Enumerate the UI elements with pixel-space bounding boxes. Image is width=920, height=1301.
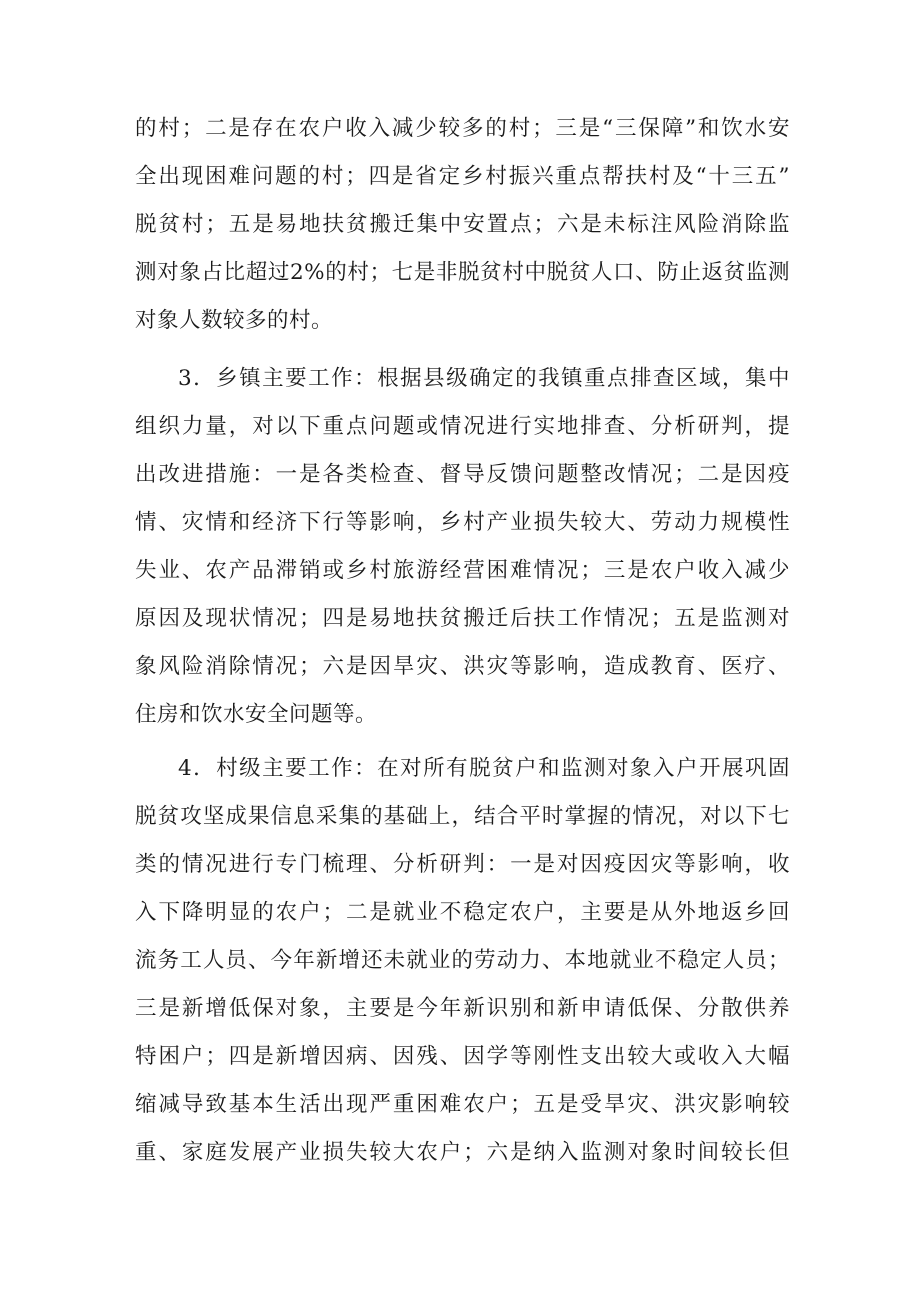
paragraph-line: 类的情况进行专门梳理、分析研判：一是对因疫因灾等影响，收 [135,852,790,877]
paragraph-line: 的村；二是存在农户收入减少较多的村；三是“三保障”和饮水安 [135,116,790,141]
paragraph-3 [135,745,790,1177]
paragraph-line: 失业、农产品滞销或乡村旅游经营困难情况；三是农户收入减少 [135,558,790,583]
paragraph-line: 流务工人员、今年新增还未就业的劳动力、本地就业不稳定人员； [135,948,790,973]
paragraph-line: 特困户；四是新增因病、因残、因学等刚性支出较大或收入大幅 [135,1044,790,1069]
paragraph-line: 脱贫村；五是易地扶贫搬迁集中安置点；六是未标注风险消除监 [135,212,790,237]
paragraph-line: 缩减导致基本生活出现严重困难农户；五是受旱灾、洪灾影响较 [135,1092,790,1117]
paragraph-line: 脱贫攻坚成果信息采集的基础上，结合平时掌握的情况，对以下七 [135,804,790,829]
paragraph-line: 出改进措施：一是各类检查、督导反馈问题整改情况；二是因疫 [135,462,790,487]
paragraph-line: 象风险消除情况；六是因旱灾、洪灾等影响，造成教育、医疗、 [135,654,790,679]
paragraph-line: 全出现困难问题的村；四是省定乡村振兴重点帮扶村及“十三五” [135,164,790,189]
paragraph-line: 测对象占比超过2%的村；七是非脱贫村中脱贫人口、防止返贫监测 [135,260,790,285]
paragraph-line: 原因及现状情况；四是易地扶贫搬迁后扶工作情况；五是监测对 [135,606,790,631]
paragraph-line: 重、家庭发展产业损失较大农户；六是纳入监测对象时间较长但 [135,1140,790,1165]
paragraph-2 [135,355,790,739]
paragraph-line: 住房和饮水安全问题等。 [135,702,378,727]
paragraph-line: 4．村级主要工作：在对所有脱贫户和监测对象入户开展巩固 [178,756,790,781]
paragraph-line: 入下降明显的农户；二是就业不稳定农户，主要是从外地返乡回 [135,900,790,925]
paragraph-line: 组织力量，对以下重点问题或情况进行实地排查、分析研判，提 [135,414,790,439]
paragraph-line: 三是新增低保对象，主要是今年新识别和新申请低保、分散供养 [135,996,790,1021]
paragraph-line: 情、灾情和经济下行等影响，乡村产业损失较大、劳动力规模性 [135,510,790,535]
paragraph-1 [135,105,790,345]
paragraph-line: 3．乡镇主要工作：根据县级确定的我镇重点排查区域，集中 [178,366,790,391]
paragraph-line: 对象人数较多的村。 [135,308,334,333]
